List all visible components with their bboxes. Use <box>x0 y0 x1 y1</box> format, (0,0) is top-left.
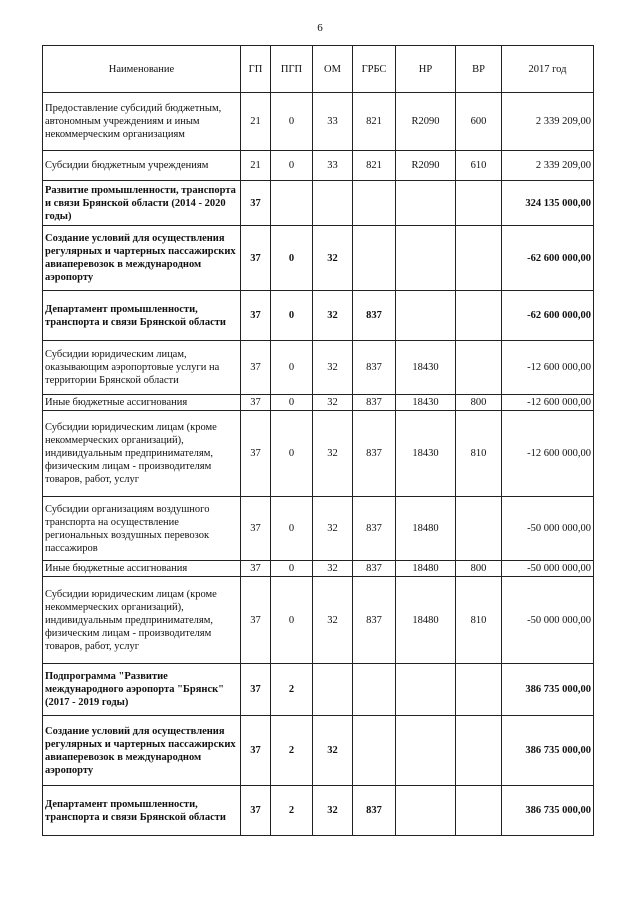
cell-gp: 37 <box>241 561 271 577</box>
cell-vr: 610 <box>456 151 502 181</box>
cell-name: Развитие промышленности, транспорта и связи Брянской области (2014 - 2020 годы) <box>43 181 241 226</box>
cell-om: 32 <box>313 716 353 786</box>
cell-om: 32 <box>313 786 353 836</box>
cell-vr <box>456 497 502 561</box>
cell-amount: -12 600 000,00 <box>502 411 594 497</box>
cell-amount: -62 600 000,00 <box>502 291 594 341</box>
header-gp: ГП <box>241 46 271 93</box>
cell-vr <box>456 664 502 716</box>
cell-amount: 386 735 000,00 <box>502 786 594 836</box>
cell-gp: 37 <box>241 341 271 395</box>
cell-pgp: 2 <box>271 716 313 786</box>
cell-amount: 324 135 000,00 <box>502 181 594 226</box>
cell-nr: R2090 <box>396 151 456 181</box>
cell-name: Иные бюджетные ассигнования <box>43 561 241 577</box>
table-row-measure <box>43 716 594 786</box>
cell-gp: 37 <box>241 291 271 341</box>
cell-name: Департамент промышленности, транспорта и связи Брянской области <box>43 786 241 836</box>
cell-pgp: 0 <box>271 151 313 181</box>
cell-pgp: 0 <box>271 226 313 291</box>
table-row <box>43 577 594 664</box>
cell-grbs: 837 <box>353 786 396 836</box>
table-row <box>43 151 594 181</box>
cell-gp: 21 <box>241 93 271 151</box>
cell-vr <box>456 341 502 395</box>
cell-grbs: 837 <box>353 577 396 664</box>
cell-gp: 37 <box>241 664 271 716</box>
cell-name: Иные бюджетные ассигнования <box>43 395 241 411</box>
cell-nr: R2090 <box>396 93 456 151</box>
cell-pgp: 0 <box>271 577 313 664</box>
cell-gp: 37 <box>241 226 271 291</box>
cell-gp: 37 <box>241 577 271 664</box>
cell-nr <box>396 716 456 786</box>
cell-om: 33 <box>313 93 353 151</box>
cell-om: 32 <box>313 395 353 411</box>
cell-amount: -12 600 000,00 <box>502 395 594 411</box>
cell-om: 33 <box>313 151 353 181</box>
budget-table <box>42 45 594 836</box>
cell-name: Субсидии юридическим лицам, оказывающим аэропортовые услуги на территории Брянской области <box>43 341 241 395</box>
cell-grbs <box>353 226 396 291</box>
cell-pgp: 2 <box>271 664 313 716</box>
table-row <box>43 497 594 561</box>
header-year: 2017 год <box>502 46 594 93</box>
cell-name: Субсидии бюджетным учреждениям <box>43 151 241 181</box>
cell-nr: 18430 <box>396 395 456 411</box>
cell-vr <box>456 226 502 291</box>
cell-nr <box>396 226 456 291</box>
cell-gp: 37 <box>241 395 271 411</box>
cell-name: Создание условий для осуществления регулярных и чартерных пассажирских авиаперевозок в международном аэропорту <box>43 226 241 291</box>
cell-grbs <box>353 664 396 716</box>
cell-grbs: 821 <box>353 93 396 151</box>
cell-name: Предоставление субсидий бюджетным, автономным учреждениям и иным некоммерческим организациям <box>43 93 241 151</box>
cell-amount: 386 735 000,00 <box>502 664 594 716</box>
cell-vr: 600 <box>456 93 502 151</box>
cell-pgp: 2 <box>271 786 313 836</box>
table-row-subprogram <box>43 664 594 716</box>
cell-nr: 18430 <box>396 411 456 497</box>
header-name: Наименование <box>43 46 241 93</box>
table-row <box>43 395 594 411</box>
cell-amount: -50 000 000,00 <box>502 561 594 577</box>
cell-pgp: 0 <box>271 497 313 561</box>
cell-amount: -62 600 000,00 <box>502 226 594 291</box>
cell-gp: 37 <box>241 786 271 836</box>
cell-amount: 386 735 000,00 <box>502 716 594 786</box>
cell-nr <box>396 291 456 341</box>
cell-amount: -50 000 000,00 <box>502 577 594 664</box>
header-om: ОМ <box>313 46 353 93</box>
cell-name: Подпрограмма "Развитие международного аэропорта "Брянск" (2017 - 2019 годы) <box>43 664 241 716</box>
table-row <box>43 341 594 395</box>
cell-pgp: 0 <box>271 93 313 151</box>
cell-pgp: 0 <box>271 341 313 395</box>
cell-nr <box>396 664 456 716</box>
cell-pgp: 0 <box>271 395 313 411</box>
cell-name: Департамент промышленности, транспорта и связи Брянской области <box>43 291 241 341</box>
table-row-program <box>43 181 594 226</box>
cell-grbs: 821 <box>353 151 396 181</box>
cell-om: 32 <box>313 291 353 341</box>
cell-name: Субсидии юридическим лицам (кроме некоммерческих организаций), индивидуальным предпринимателям, физическим лицам - производителям товаров, работ, услуг <box>43 411 241 497</box>
cell-vr <box>456 716 502 786</box>
cell-om <box>313 181 353 226</box>
table-row <box>43 93 594 151</box>
table-row-department <box>43 786 594 836</box>
cell-vr: 800 <box>456 395 502 411</box>
cell-nr <box>396 181 456 226</box>
cell-nr <box>396 786 456 836</box>
cell-gp: 37 <box>241 181 271 226</box>
cell-om <box>313 664 353 716</box>
cell-gp: 21 <box>241 151 271 181</box>
cell-amount: -12 600 000,00 <box>502 341 594 395</box>
table-header-row <box>43 46 594 93</box>
header-grbs: ГРБС <box>353 46 396 93</box>
cell-om: 32 <box>313 497 353 561</box>
cell-name: Создание условий для осуществления регулярных и чартерных пассажирских авиаперевозок в международном аэропорту <box>43 716 241 786</box>
cell-om: 32 <box>313 561 353 577</box>
cell-gp: 37 <box>241 497 271 561</box>
cell-vr: 810 <box>456 411 502 497</box>
cell-pgp: 0 <box>271 411 313 497</box>
table-row <box>43 561 594 577</box>
cell-name: Субсидии организациям воздушного транспорта на осуществление региональных воздушных перевозок пассажиров <box>43 497 241 561</box>
cell-om: 32 <box>313 226 353 291</box>
cell-pgp <box>271 181 313 226</box>
cell-grbs: 837 <box>353 497 396 561</box>
cell-om: 32 <box>313 577 353 664</box>
cell-grbs <box>353 181 396 226</box>
header-vr: ВР <box>456 46 502 93</box>
cell-nr: 18430 <box>396 341 456 395</box>
cell-gp: 37 <box>241 716 271 786</box>
cell-om: 32 <box>313 341 353 395</box>
cell-amount: 2 339 209,00 <box>502 93 594 151</box>
cell-grbs <box>353 716 396 786</box>
cell-vr <box>456 291 502 341</box>
cell-nr: 18480 <box>396 497 456 561</box>
cell-pgp: 0 <box>271 561 313 577</box>
cell-pgp: 0 <box>271 291 313 341</box>
cell-vr <box>456 786 502 836</box>
cell-amount: -50 000 000,00 <box>502 497 594 561</box>
cell-gp: 37 <box>241 411 271 497</box>
cell-grbs: 837 <box>353 411 396 497</box>
table-row-measure <box>43 226 594 291</box>
table-row-department <box>43 291 594 341</box>
header-pgp: ПГП <box>271 46 313 93</box>
cell-vr: 810 <box>456 577 502 664</box>
cell-grbs: 837 <box>353 395 396 411</box>
cell-grbs: 837 <box>353 561 396 577</box>
cell-om: 32 <box>313 411 353 497</box>
cell-amount: 2 339 209,00 <box>502 151 594 181</box>
cell-vr <box>456 181 502 226</box>
cell-grbs: 837 <box>353 341 396 395</box>
cell-name: Субсидии юридическим лицам (кроме некоммерческих организаций), индивидуальным предпринимателям, физическим лицам - производителям товаров, работ, услуг <box>43 577 241 664</box>
cell-nr: 18480 <box>396 561 456 577</box>
header-nr: НР <box>396 46 456 93</box>
cell-vr: 800 <box>456 561 502 577</box>
cell-grbs: 837 <box>353 291 396 341</box>
page-number: 6 <box>317 22 323 34</box>
table-row <box>43 411 594 497</box>
cell-nr: 18480 <box>396 577 456 664</box>
